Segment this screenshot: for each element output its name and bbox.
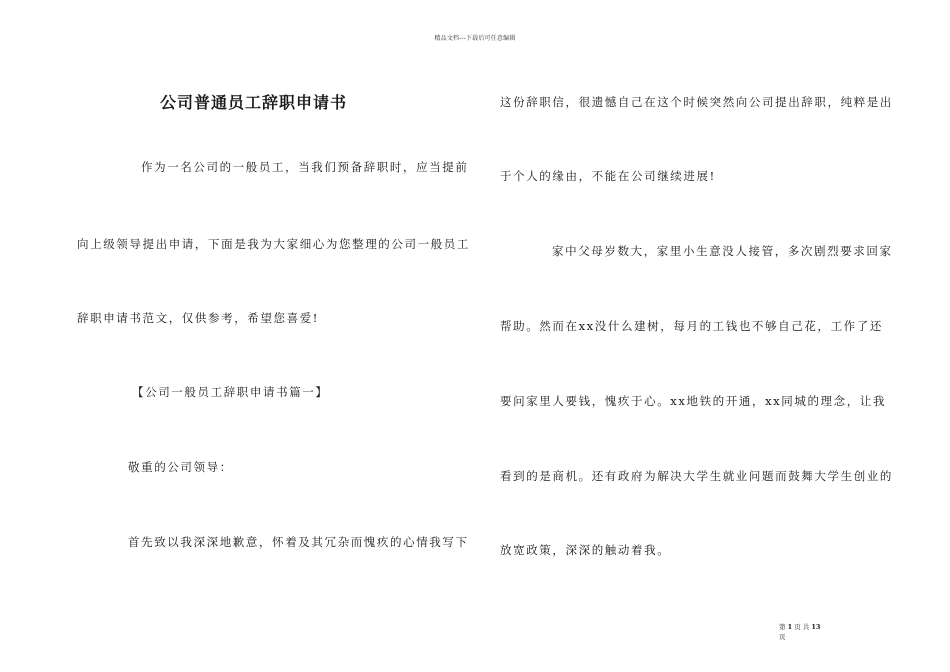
paragraph-line: 于个人的缘由，不能在公司继续进展! — [500, 169, 716, 183]
paragraph-line: 作为一名公司的一般员工，当我们预备辞职时，应当提前 — [141, 160, 469, 174]
page-current: 1 — [787, 623, 793, 631]
section-heading: 【公司一般员工辞职申请书篇一】 — [132, 385, 329, 399]
paragraph-line: 要问家里人要钱，愧疚于心。xx地铁的开通，xx同城的理念，让我 — [500, 394, 887, 408]
paragraph-line: 放宽政策，深深的触动着我。 — [500, 543, 671, 557]
paragraph-line: 看到的是商机。还有政府为解决大学生就业问题而鼓舞大学生创业的 — [500, 469, 893, 483]
paragraph-line: 家中父母岁数大，家里小生意没人接管，多次剧烈要求回家 — [552, 244, 893, 258]
page-total: 13 — [811, 623, 821, 631]
header-note: 精品文档---下载后可任意编辑 — [434, 35, 516, 42]
paragraph-line: 首先致以我深深地歉意，怀着及其冗杂而愧疚的心情我写下 — [128, 535, 469, 549]
paragraph-line: 向上级领导提出申请，下面是我为大家细心为您整理的公司一般员工 — [77, 237, 470, 251]
paragraph-line: 帮助。然而在xx没什么建树，每月的工钱也不够自己花，工作了还 — [500, 319, 883, 333]
document-title: 公司普通员工辞职申请书 — [160, 93, 348, 112]
page-mid: 页 共 — [794, 623, 810, 631]
page-suffix: 页 — [779, 633, 786, 641]
page-prefix: 第 — [779, 623, 786, 631]
salutation: 敬重的公司领导： — [128, 460, 233, 474]
page-number — [779, 622, 820, 642]
paragraph-line: 辞职申请书范文，仅供参考，希望您喜爱! — [77, 311, 320, 325]
paragraph-line: 这份辞职信，很遗憾自己在这个时候突然向公司提出辞职，纯粹是出 — [500, 95, 893, 109]
